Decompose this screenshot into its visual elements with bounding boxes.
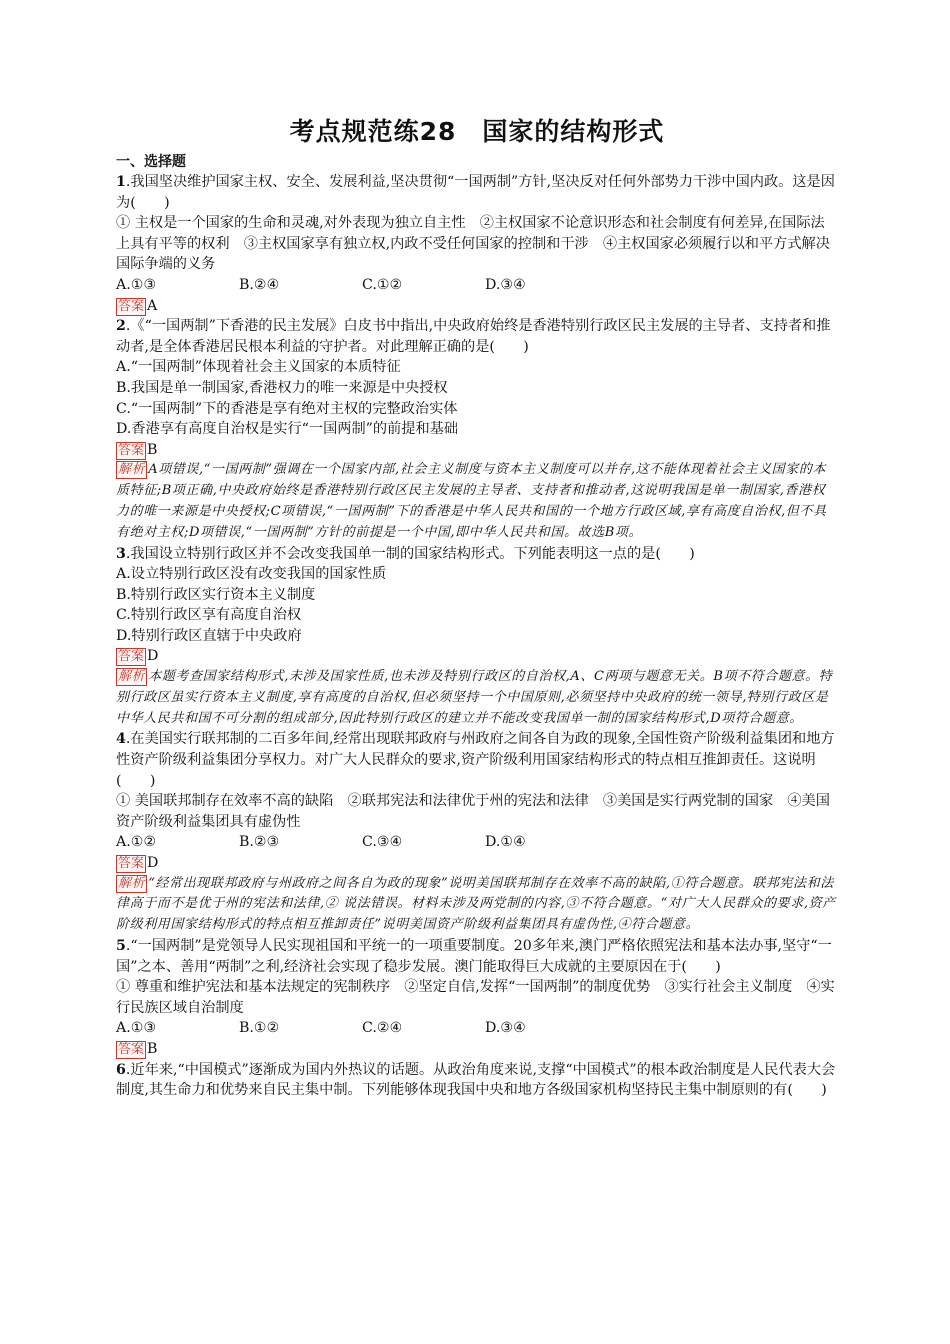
answer-value: B: [147, 1040, 158, 1057]
answer-line: [116, 1039, 838, 1060]
option-d: D.特别行政区直辖于中央政府: [116, 627, 302, 644]
explanation: [116, 460, 838, 543]
statement-list: ① 美国联邦制存在效率不高的缺陷 ②联邦宪法和法律优于州的宪法和法律 ③美国是实行两党制的国家 ④美国资产阶级利益集团具有虚伪性: [116, 793, 830, 830]
option-c: C.③④: [362, 834, 403, 851]
explanation-tag: 解析: [118, 462, 146, 478]
option-b: B.②③: [239, 834, 280, 851]
options-row: [116, 275, 838, 296]
question-6: [116, 1060, 838, 1101]
answer-tag: 答案: [118, 856, 145, 872]
answer-tag: 答案: [118, 298, 145, 314]
option-a: A.设立特别行政区没有改变我国的国家性质: [116, 566, 387, 583]
options-row: [116, 832, 838, 853]
option-c: C.②④: [362, 1020, 403, 1037]
question-text: .近年来,“中国模式”逐渐成为国内外热议的话题。从政治角度来说,支撑“中国模式”的根本政治制度是人民代表大会制度,其生命力和优势来自民主集中制。下列能够体现我国中央和地方各级国家机构坚持民主集中制原则的有( ): [116, 1061, 836, 1099]
question-text: .我国坚决维护国家主权、安全、发展利益,坚决贯彻“一国两制”方针,坚决反对任何外部势力干涉中国内政。这是因为( ): [116, 174, 835, 211]
question-1: [116, 172, 838, 316]
answer-line: [116, 440, 838, 461]
option-b: B.①②: [239, 1020, 280, 1037]
question-text: .我国设立特别行政区并不会改变我国单一制的国家结构形式。下列能表明这一点的是( ): [125, 545, 695, 562]
question-stem: [116, 1060, 838, 1101]
section-heading: 一、选择题: [116, 154, 186, 170]
explanation: [116, 667, 838, 729]
option-a: A.①③: [116, 1020, 157, 1037]
question-5: [116, 936, 838, 1060]
answer-value: B: [147, 441, 158, 458]
question-stem: [116, 936, 838, 977]
page-title: 考点规范练28 国家的结构形式: [289, 117, 665, 146]
question-text: .《“一国两制”下香港的民主发展》白皮书中指出,中央政府始终是香港特别行政区民主发展的主导者、支持者和推动者,是全体香港居民根本利益的守护者。对此理解正确的是( ): [116, 318, 831, 355]
question-text: .“一国两制”是党领导人民实现祖国和平统一的一项重要制度。20多年来,澳门严格依照宪法和基本法办事,坚守“一国”之本、善用“两制”之利,经济社会实现了稳步发展。澳门能取得巨大成就的主要原因在于( ): [116, 938, 832, 975]
question-text: .在美国实行联邦制的二百多年间,经常出现联邦政府与州政府之间各自为政的现象,全国性资产阶级利益集团和地方性资产阶级利益集团分享权力。对广大人民群众的要求,资产阶级利用国家结构形式的特点相互推卸责任。这说明( ): [116, 731, 835, 789]
option-c: C.特别行政区享有高度自治权: [116, 607, 302, 624]
explanation-tag: 解析: [118, 669, 146, 685]
question-stem: [116, 544, 838, 565]
answer-line: [116, 296, 838, 317]
option-c: C.“一国两制”下的香港是享有绝对主权的完整政治实体: [116, 400, 458, 417]
question-number: 1: [116, 174, 126, 190]
answer-value: D: [147, 648, 159, 665]
option-d: D.①④: [485, 834, 526, 851]
statement-list: ① 尊重和维护宪法和基本法规定的宪制秩序 ②坚定自信,发挥“一国两制”的制度优势 ③实行社会主义制度 ④实行民族区域自治制度: [116, 979, 835, 1016]
answer-value: A: [147, 297, 158, 314]
question-number: 4: [116, 731, 126, 748]
answer-tag: 答案: [118, 1041, 145, 1057]
option-a: A.①②: [116, 834, 157, 851]
question-stem: [116, 316, 838, 357]
question-number: 2: [116, 318, 126, 335]
answer-line: [116, 853, 838, 874]
answer-value: D: [147, 855, 159, 872]
answer-line: [116, 646, 838, 667]
question-stem: [116, 172, 838, 213]
question-4: [116, 729, 838, 936]
explanation: [116, 874, 838, 936]
question-number: 5: [116, 938, 126, 954]
explanation-text: “经常出现联邦政府与州政府之间各自为政的现象”说明美国联邦制存在效率不高的缺陷,①符合题意。联邦宪法和法律高于而不是优于州的宪法和法律,② 说法错误。材料未涉及两党制的内容,③不符合题意。“对广大人民群众的要求,资产阶级利用国家结构形式的特点相互推卸责任”说明美国资产阶级利益集团具有虚伪性,④符合题意。: [116, 875, 836, 933]
option-a: A.①③: [116, 276, 157, 293]
explanation-text: A项错误,“一国两制”强调在一个国家内部,社会主义制度与资本主义制度可以并存,这不能体现着社会主义国家的本质特征;B项正确,中央政府始终是香港特别行政区民主发展的主导者、支持者和推动者,这说明我国是单一制国家,香港权力的唯一来源是中央授权;C项错误,“一国两制”下的香港是中华人民共和国的一个地方行政区域,享有高度自治权,但不具有绝对主权;D项错误,“一国两制”方针的前提是一个中国,即中华人民共和国。故选B项。: [116, 462, 827, 540]
option-a: A.“一国两制”体现着社会主义国家的本质特征: [116, 359, 401, 376]
option-b: B.特别行政区实行资本主义制度: [116, 586, 316, 603]
option-d: D.③④: [485, 276, 526, 293]
explanation-text: 本题考查国家结构形式,未涉及国家性质,也未涉及特别行政区的自治权,A、C两项与题意无关。B项不符合题意。特别行政区虽实行资本主义制度,享有高度的自治权,但必须坚持一个中国原则,必须坚持中央政府的统一领导,特别行政区是中华人民共和国不可分割的组成部分,因此特别行政区的建立并不能改变我国单一制的国家结构形式,D项符合题意。: [116, 669, 833, 726]
statement-list: ① 主权是一个国家的生命和灵魂,对外表现为独立自主性 ②主权国家不论意识形态和社会制度有何差异,在国际法上具有平等的权利 ③主权国家享有独立权,内政不受任何国家的控制和干涉 ④主权国家必须履行以和平方式解决国际争端的义务: [116, 215, 830, 273]
question-number: 3: [116, 545, 126, 562]
question-number: 6: [116, 1061, 126, 1078]
question-3: [116, 544, 838, 730]
option-d: D.香港享有高度自治权是实行“一国两制”的前提和基础: [116, 421, 459, 438]
option-d: D.③④: [485, 1020, 526, 1037]
document-page: [116, 116, 838, 1101]
question-2: [116, 316, 838, 543]
answer-tag: 答案: [118, 442, 145, 458]
question-stem: [116, 729, 838, 791]
answer-tag: 答案: [118, 649, 145, 665]
option-c: C.①②: [362, 276, 403, 293]
option-b: B.我国是单一制国家,香港权力的唯一来源是中央授权: [116, 379, 448, 396]
option-b: B.②④: [239, 276, 280, 293]
explanation-tag: 解析: [118, 875, 146, 891]
options-row: [116, 1018, 838, 1039]
